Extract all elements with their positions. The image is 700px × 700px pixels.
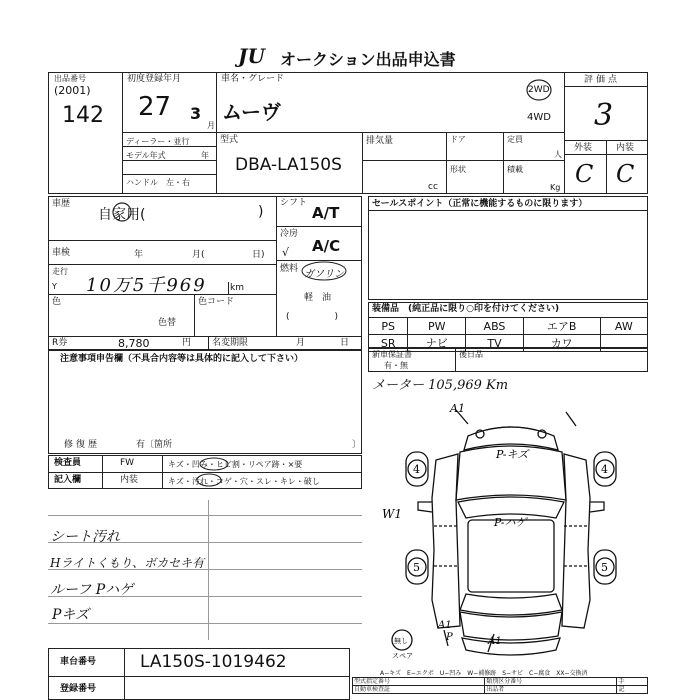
registration-month: 3 xyxy=(190,104,202,123)
shift-value: A/T xyxy=(312,204,340,222)
equip-aw: AW xyxy=(600,318,647,335)
model-label: 型式 xyxy=(220,135,239,145)
load-label: 積載 xyxy=(507,165,523,174)
inspection-month-unit: 月( xyxy=(192,250,205,260)
damage-legend: A−キズ E−エクボ U−凹み W−補修跡 S−サビ C−腐食 XX−交換済 xyxy=(380,670,588,677)
odo-change-label: 名変期限 xyxy=(212,338,249,348)
exterior-grade: C xyxy=(575,160,594,188)
color-code-label: 色コード xyxy=(198,297,235,307)
inspection-year-unit: 年 xyxy=(134,250,144,260)
equipment-table xyxy=(368,317,648,352)
history-value: 自家用( xyxy=(98,207,146,223)
legend-cell-model: 型式指定番号 xyxy=(353,678,485,686)
warranty-label: 新車保証書 xyxy=(372,350,412,359)
diagram-left-w1: W1 xyxy=(382,507,402,521)
notes-block xyxy=(48,350,362,454)
hand-note-2: Hライトくもり、ボカセキ有 xyxy=(50,556,205,570)
legend-cell-record: 記 xyxy=(617,686,648,694)
hand-note-4: Pキズ xyxy=(52,607,90,623)
recycle-value: 8,780 xyxy=(118,337,150,350)
warranty-after: 後日品 xyxy=(459,350,483,359)
mileage-unit: km xyxy=(230,283,244,293)
sales-point-label: セールスポイント（正常に機能するものに限ります） xyxy=(372,199,588,209)
fuel-label: 燃料 xyxy=(280,264,299,274)
drive-2wd: 2WD xyxy=(528,85,550,95)
dealer-label: ディーラー・並行 xyxy=(126,137,190,146)
capacity-label: 定員 xyxy=(507,135,523,144)
form-title: オークション出品申込書 xyxy=(280,50,456,69)
fuel-value: ガソリン xyxy=(304,269,344,280)
model-year-label: モデル年式 xyxy=(126,151,166,160)
equip-pw: PW xyxy=(408,318,466,335)
equip-airbag: エアB xyxy=(523,318,600,335)
diagram-rear-p: P xyxy=(446,632,453,643)
top-info-block xyxy=(48,72,648,194)
tire-rear-left: 5 xyxy=(413,561,420,574)
repair-close: 〕 xyxy=(352,440,362,450)
model-value: DBA-LA150S xyxy=(235,155,342,175)
auction-logo: JU xyxy=(238,44,265,68)
inspection-label: 車検 xyxy=(52,248,71,258)
diagram-front-a1: A1 xyxy=(450,402,465,415)
doors-label: ドア xyxy=(450,135,466,144)
fuel-circle-mark xyxy=(300,260,348,282)
displacement-label: 排気量 xyxy=(366,136,394,146)
lot-sub: (2001) xyxy=(54,84,91,97)
aircon-label: 冷房 xyxy=(280,229,299,239)
recycle-unit: 円 xyxy=(182,338,192,348)
notes-label: 注意事項申告欄（不具合内容等は具体的に記入して下さい） xyxy=(60,354,304,364)
tire-front-right: 4 xyxy=(601,463,608,476)
history-circle-mark xyxy=(111,201,133,223)
rating-label: 評価点 xyxy=(584,75,621,85)
handle-label: ハンドル 左・右 xyxy=(126,178,190,187)
sales-point-block xyxy=(368,196,648,300)
mileage-label: 走行 xyxy=(52,267,68,276)
history-close: ) xyxy=(258,204,264,220)
legend-cell-hand: 手 xyxy=(617,678,648,686)
aircon-check: √ xyxy=(282,246,290,259)
diagram-rear-a1-right: A1 xyxy=(488,636,502,647)
registration-year: 27 xyxy=(138,92,172,122)
repaint-label: 色替 xyxy=(158,318,177,328)
diagram-roof-mark: P-ハゲ xyxy=(494,516,527,529)
interior-label: 内装 xyxy=(616,143,635,153)
fuel-paren: ( ) xyxy=(286,312,339,322)
fuel-diesel: 軽 油 xyxy=(304,293,332,303)
tire-rear-right: 5 xyxy=(601,561,608,574)
capacity-unit: 人 xyxy=(554,150,562,159)
header xyxy=(0,42,700,72)
chassis-label: 車台番号 xyxy=(60,657,97,667)
inspector-circle-marks xyxy=(162,455,362,489)
load-unit: Kg xyxy=(550,183,561,192)
displacement-unit: cc xyxy=(428,182,438,192)
body-shape-label: 形状 xyxy=(450,165,466,174)
shift-label: シフト xyxy=(280,198,308,208)
inspector-int-text: キズ・汚れ・コゲ・穴・スレ・キレ・破し xyxy=(168,477,320,486)
equip-navi: ナビ xyxy=(408,335,466,352)
registration-month-unit: 月 xyxy=(207,121,215,130)
legend-cell-seller: 出品者 xyxy=(485,686,617,694)
legend-table xyxy=(352,677,648,694)
reg-number-label: 登録番号 xyxy=(60,684,97,694)
car-name-label: 車名・グレード xyxy=(221,74,285,84)
legend-cell-cert: 自動車検査証 xyxy=(353,686,485,694)
warranty-options: 有・無 xyxy=(384,361,408,370)
inspector-fw-text: キズ・凹み・ヒビ割・リペア跡・×要 xyxy=(168,460,303,469)
mileage-note: メーター 105,969 Km xyxy=(372,378,509,393)
repair-value: 有〔箇所 xyxy=(136,440,173,450)
recycle-label: R券 xyxy=(52,338,68,348)
tire-front-left: 4 xyxy=(413,463,420,476)
mileage-prefix: Y xyxy=(52,282,57,291)
inspection-day-unit: 日) xyxy=(252,250,265,260)
equip-tv: TV xyxy=(466,335,524,352)
inspector-fw-label: FW xyxy=(120,458,135,468)
registration-label: 初度登録年月 xyxy=(127,74,182,84)
drive-4wd: 4WD xyxy=(527,112,551,123)
repair-label: 修復歴 xyxy=(64,440,101,450)
rating-value: 3 xyxy=(594,98,614,133)
legend-cell-class: 類別区分番号 xyxy=(485,678,617,686)
inspector-label2: 記入欄 xyxy=(54,475,82,485)
equip-ps: PS xyxy=(369,318,408,335)
exterior-label: 外装 xyxy=(574,143,593,153)
equip-leather: カワ xyxy=(523,335,600,352)
diagram-hood-mark: P-キズ xyxy=(496,448,529,461)
inspector-label1: 検査員 xyxy=(54,458,82,468)
color-label: 色 xyxy=(52,297,62,307)
spare-circle-text: 無し xyxy=(394,637,408,645)
recycle-day: 日 xyxy=(340,338,350,348)
mileage-value: 10万5千969 xyxy=(86,275,207,296)
model-year-unit: 年 xyxy=(201,151,209,160)
hand-note-3: ルーフ Pハゲ xyxy=(50,582,134,598)
equip-abs: ABS xyxy=(466,318,524,335)
interior-grade: C xyxy=(616,160,635,188)
spare-label: スペア xyxy=(392,652,413,660)
equipment-label: 装備品 (純正品に限り○印を付けてください) xyxy=(372,304,560,314)
history-label: 車歴 xyxy=(52,199,71,209)
car-name-value: ムーヴ xyxy=(222,100,281,124)
inspector-int-label: 内装 xyxy=(120,475,139,485)
equip-sr: SR xyxy=(369,335,408,352)
lot-number: 142 xyxy=(62,103,104,128)
recycle-month: 月 xyxy=(296,338,306,348)
hand-note-1: シート汚れ xyxy=(50,529,120,545)
car-diagram xyxy=(376,390,646,660)
aircon-value: A/C xyxy=(312,237,341,255)
chassis-value: LA150S-1019462 xyxy=(140,652,287,672)
lot-label: 出品番号 xyxy=(54,74,86,83)
diagram-rear-a1-left: A1 xyxy=(438,620,452,631)
